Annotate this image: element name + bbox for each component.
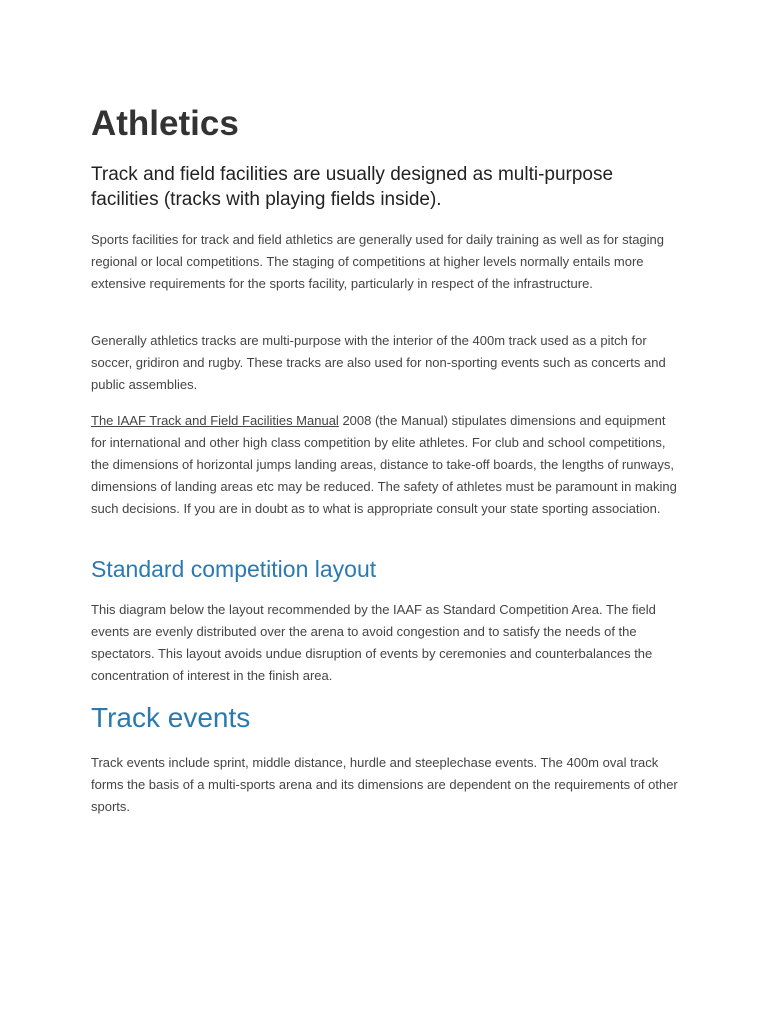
multipurpose-paragraph: Generally athletics tracks are multi-purpose with the interior of the 400m track used as a pitch for soccer, gridiron and rugby. These tracks are also used for non-sporting events such as concerts and public assemblies. [91, 333, 666, 392]
lead-paragraph: Track and field facilities are usually designed as multi-purpose facilities (tracks with playing fields inside). [91, 164, 614, 210]
iaaf-manual-link[interactable]: The IAAF Track and Field Facilities Manual [91, 413, 339, 428]
manual-paragraph [91, 410, 683, 520]
section-heading-track-events: Track events [91, 702, 251, 733]
section-heading-standard-layout: Standard competition layout [91, 556, 377, 582]
manual-paragraph-text: 2008 (the Manual) stipulates dimensions and equipment for international and other high class competition by elite athletes. For club and school competitions, the dimensions of horizontal jumps landing areas, distance to take-off boards, the lengths of runways, dimensions of landing areas etc may be reduced. The safety of athletes must be paramount in making such decisions. If you are in doubt as to what is appropriate consult your state sporting association. [91, 413, 677, 516]
track-events-paragraph: Track events include sprint, middle distance, hurdle and steeplechase events. The 400m oval track forms the basis of a multi-sports arena and its dimensions are dependent on the requirements of other sports. [91, 755, 678, 814]
intro-paragraph: Sports facilities for track and field athletics are generally used for daily training as well as for staging regional or local competitions. The staging of competitions at higher levels normally entails more extensive requirements for the sports facility, particularly in respect of the infrastructure. [91, 232, 665, 291]
layout-paragraph: This diagram below the layout recommended by the IAAF as Standard Competition Area. The field events are evenly distributed over the arena to avoid congestion and to satisfy the needs of the spectators. This layout avoids undue disruption of events by ceremonies and counterbalances the concentration of interest in the finish area. [91, 602, 656, 683]
page-title: Athletics [91, 104, 239, 143]
